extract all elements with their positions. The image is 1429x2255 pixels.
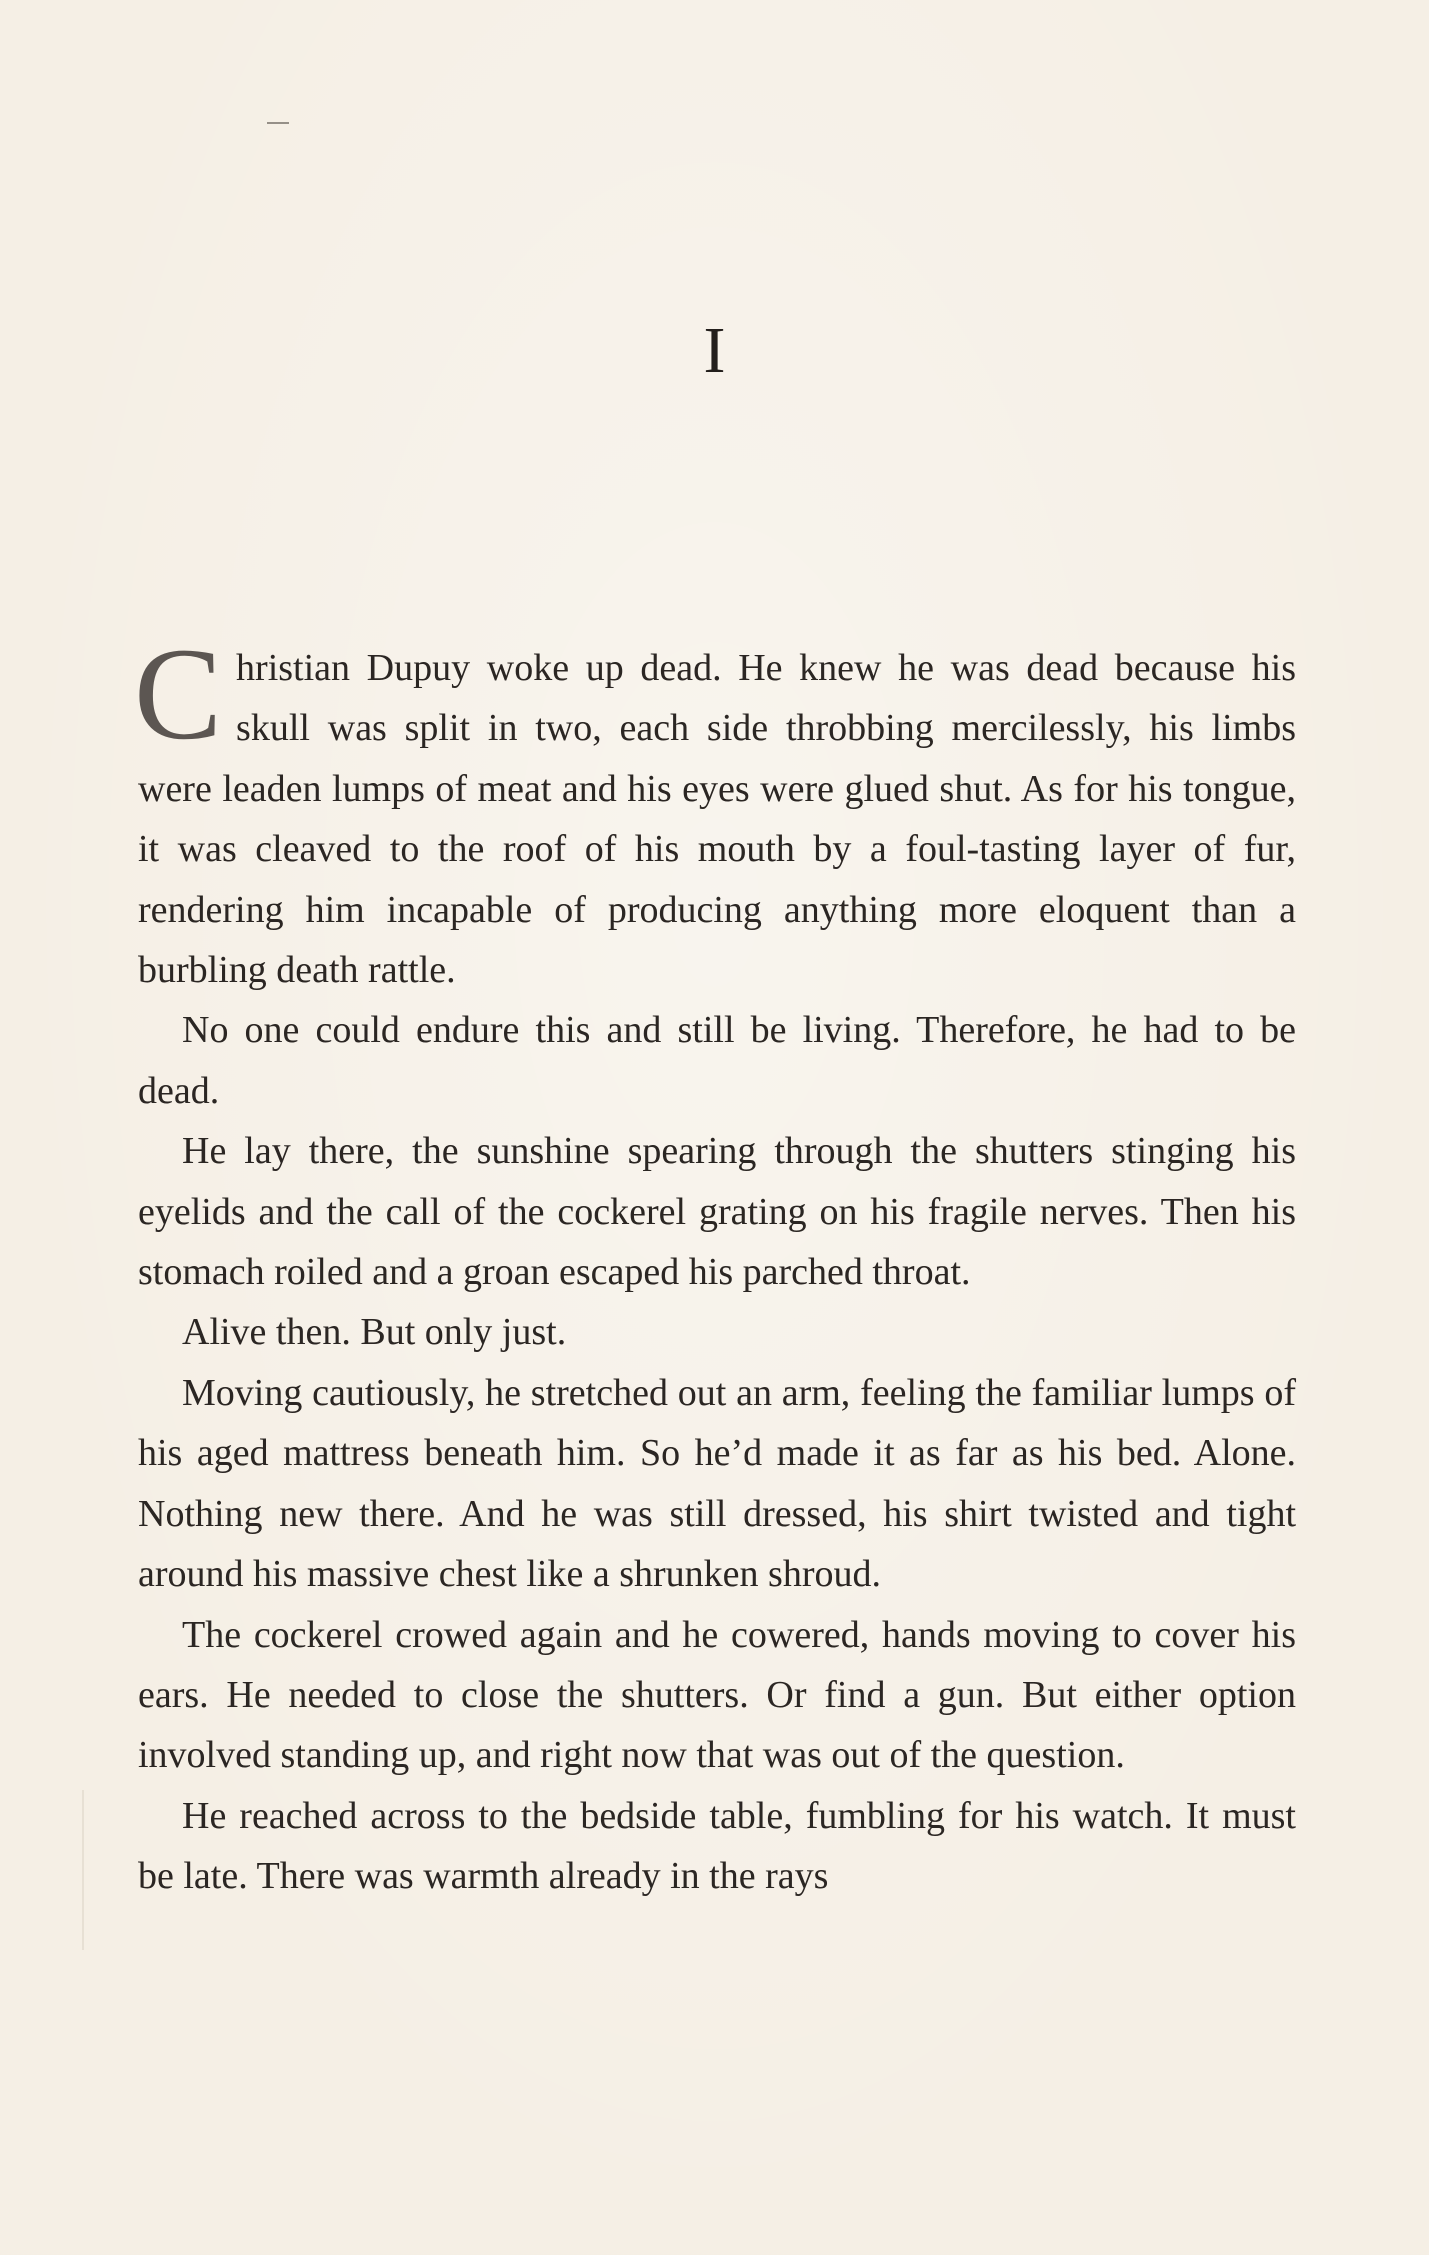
stray-ink-mark bbox=[267, 122, 289, 124]
paragraph-7: He reached across to the bedside table, fumbling for his watch. It must be late. There was warmth already in the rays bbox=[138, 1794, 1296, 1898]
paragraph-6: The cockerel crowed again and he cowered, hands moving to cover his ears. He needed to close the shutters. Or find a gun. But either option involved standing up, and right now that was out of the question. bbox=[138, 1613, 1296, 1777]
paragraph-2: No one could endure this and still be living. Therefore, he had to be dead. bbox=[138, 1009, 1296, 1112]
drop-cap: C bbox=[134, 620, 223, 767]
page-shadow-line bbox=[82, 1790, 84, 1950]
paragraph-5: Moving cautiously, he stretched out an arm, feeling the familiar lumps of his aged mattress beneath him. So he’d made it as far as his bed. Alone. Nothing new there. And he was still dressed, his shirt twisted and tight around his massive chest like a shrunken shroud. bbox=[138, 1371, 1296, 1596]
paragraph-3: He lay there, the sunshine spearing through the shutters stinging his eyelids and the call of the cockerel grating on his fragile nerves. Then his stomach roiled and a groan escaped his parched throat. bbox=[138, 1130, 1296, 1294]
paragraph-1-text: hristian Dupuy woke up dead. He knew he was dead because his skull was split in two, each side throbbing mercilessly, his limbs were leaden lumps of meat and his eyes were glued shut. As for his tongue, it was cleaved to the roof of his mouth by a foul-tasting layer of fur, rendering him incapable of producing anything more eloquent than a burbling death rattle. bbox=[138, 647, 1296, 992]
paragraph-4: Alive then. But only just. bbox=[182, 1311, 567, 1354]
body-text bbox=[134, 620, 1296, 1907]
chapter-number: I bbox=[703, 314, 726, 387]
paragraph-1 bbox=[134, 620, 1296, 1000]
